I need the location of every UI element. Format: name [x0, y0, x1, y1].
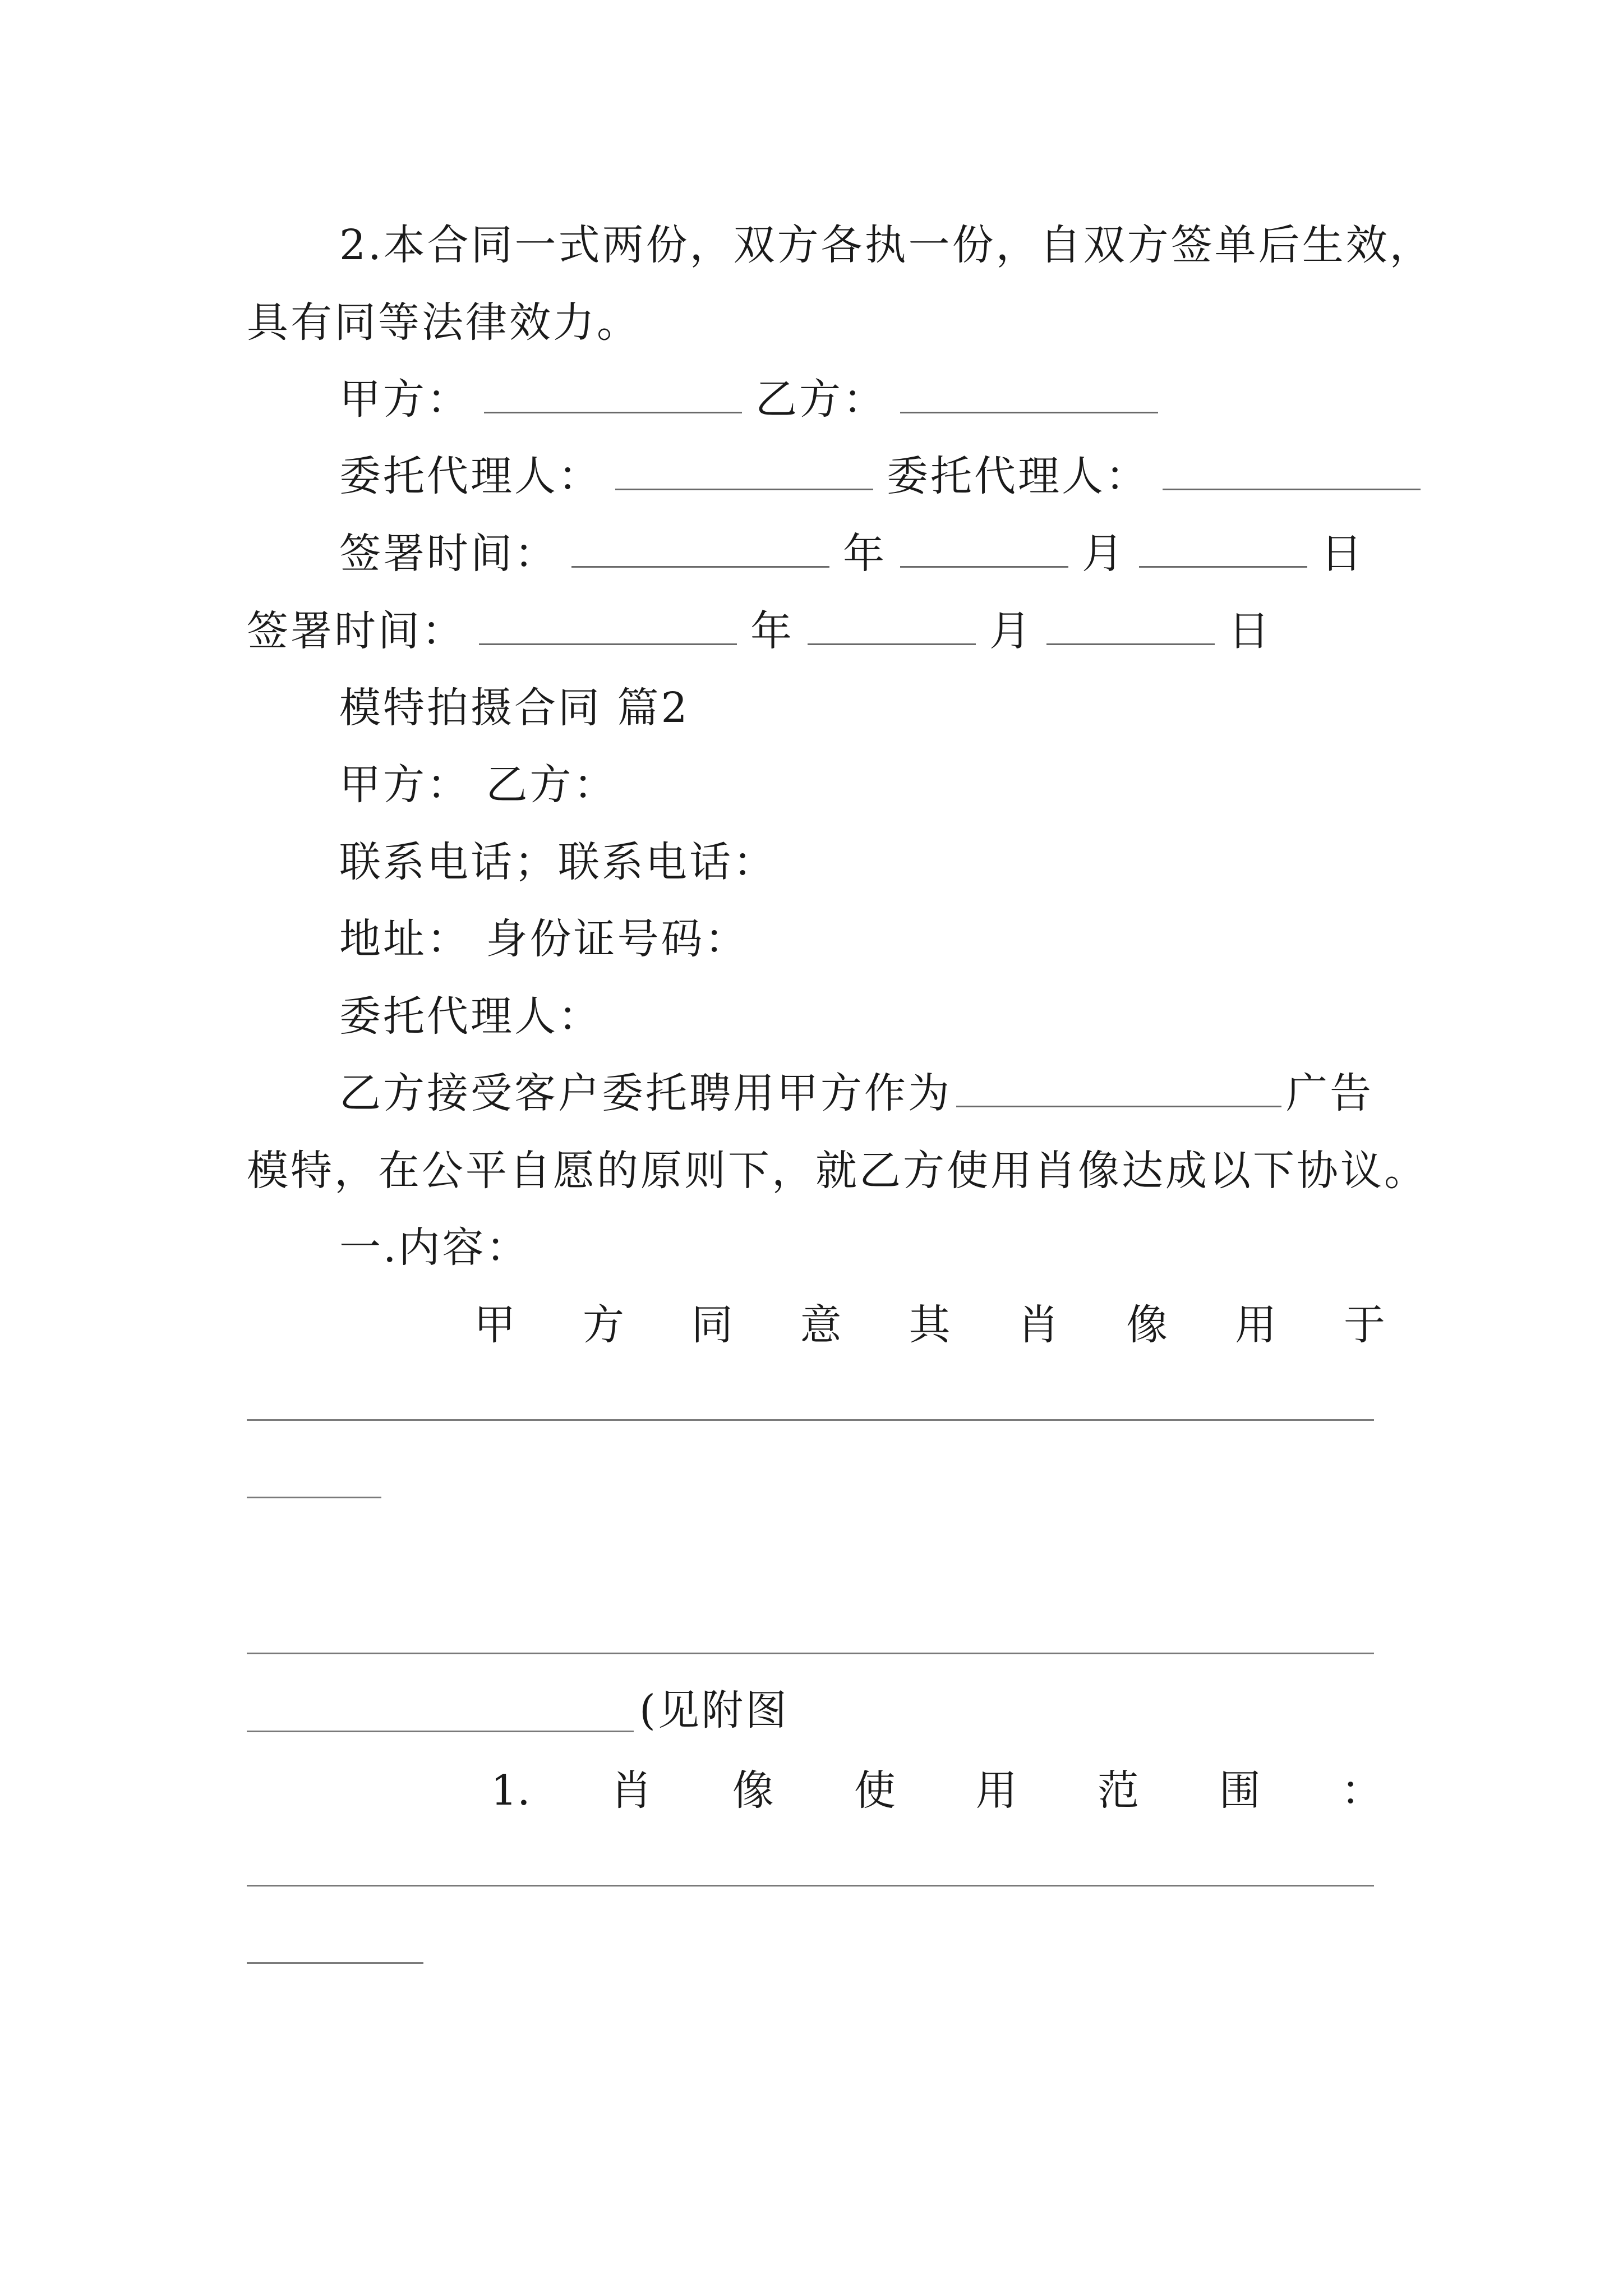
- consent-char: 像: [1126, 1301, 1168, 1349]
- agent-b-label: 委托代理人：: [887, 452, 1149, 500]
- day-blank[interactable]: [1046, 612, 1215, 645]
- month-label: 月: [989, 607, 1033, 655]
- parties-line: 甲方： 乙方：: [339, 761, 617, 809]
- intro-line-2: 模特，在公平自愿的原则下，就乙方使用肖像达成以下协议。: [247, 1147, 1428, 1195]
- signing-date-row-b: [247, 607, 1272, 655]
- scope-char: 使: [854, 1766, 896, 1815]
- party-b-label: 乙方：: [755, 375, 887, 424]
- year-label: 年: [843, 530, 887, 578]
- usage-blank-line-4[interactable]: [247, 1731, 634, 1732]
- scope-char: 范: [1097, 1766, 1139, 1815]
- consent-char: 同: [691, 1301, 733, 1349]
- consent-line: [474, 1301, 1385, 1349]
- agent-line: 委托代理人：: [339, 992, 602, 1041]
- scope-blank-line-1[interactable]: [247, 1885, 1374, 1887]
- month-label: 月: [1082, 530, 1126, 578]
- phone-line: 联系电话；联系电话：: [339, 838, 777, 886]
- see-figure-note: (见附图: [639, 1686, 789, 1734]
- consent-char: 意: [800, 1301, 842, 1349]
- consent-char: 方: [582, 1301, 624, 1349]
- signing-time-label: 签署时间：: [339, 530, 558, 578]
- scope-char: 用: [975, 1766, 1017, 1815]
- scope-char: 围: [1219, 1766, 1261, 1815]
- agent-a-label: 委托代理人：: [339, 452, 602, 500]
- intro-text-end: 广告: [1286, 1069, 1373, 1117]
- contract-heading: 模特拍摄合同 篇2: [339, 684, 690, 732]
- clause-2-line-1: 2.本合同一式两份，双方各执一份，自双方签单后生效，: [339, 221, 1433, 269]
- year-blank[interactable]: [571, 535, 829, 568]
- usage-scope-line: [491, 1766, 1382, 1815]
- usage-blank-line-3[interactable]: [247, 1653, 1374, 1654]
- intro-text: 乙方接受客户委托聘用甲方作为: [339, 1069, 952, 1117]
- party-a-blank[interactable]: [484, 380, 742, 413]
- usage-blank-line-2[interactable]: [247, 1497, 381, 1498]
- day-label: 日: [1228, 607, 1272, 655]
- consent-char: 其: [909, 1301, 951, 1349]
- consent-char: 肖: [1017, 1301, 1059, 1349]
- clause-2-line-2: 具有同等法律效力。: [247, 298, 640, 347]
- signing-time-label: 签署时间：: [247, 607, 465, 655]
- scope-blank-line-2[interactable]: [247, 1962, 423, 1964]
- party-a-label: 甲方：: [339, 375, 471, 424]
- day-blank[interactable]: [1139, 535, 1307, 568]
- year-blank[interactable]: [479, 612, 737, 645]
- month-blank[interactable]: [900, 535, 1068, 568]
- intro-line-1: [339, 1069, 1373, 1117]
- scope-char: 肖: [610, 1766, 652, 1815]
- agent-b-blank[interactable]: [1163, 457, 1421, 490]
- scope-char: ：: [1340, 1766, 1382, 1815]
- party-b-blank[interactable]: [900, 380, 1158, 413]
- signature-agents-row: [339, 452, 1434, 500]
- consent-char: 甲: [474, 1301, 515, 1349]
- year-label: 年: [750, 607, 794, 655]
- month-blank[interactable]: [808, 612, 976, 645]
- signature-parties-row: [339, 375, 1172, 424]
- consent-char: 于: [1344, 1301, 1385, 1349]
- ad-type-blank[interactable]: [956, 1074, 1281, 1107]
- section-1-title: 一.内容：: [339, 1223, 530, 1272]
- usage-blank-line-1[interactable]: [247, 1419, 1374, 1421]
- address-line: 地址： 身份证号码：: [339, 915, 749, 963]
- scope-char: 1.: [491, 1766, 531, 1815]
- consent-char: 用: [1235, 1301, 1277, 1349]
- scope-char: 像: [732, 1766, 774, 1815]
- day-label: 日: [1321, 530, 1364, 578]
- agent-a-blank[interactable]: [615, 457, 873, 490]
- signing-date-row-a: [339, 530, 1364, 578]
